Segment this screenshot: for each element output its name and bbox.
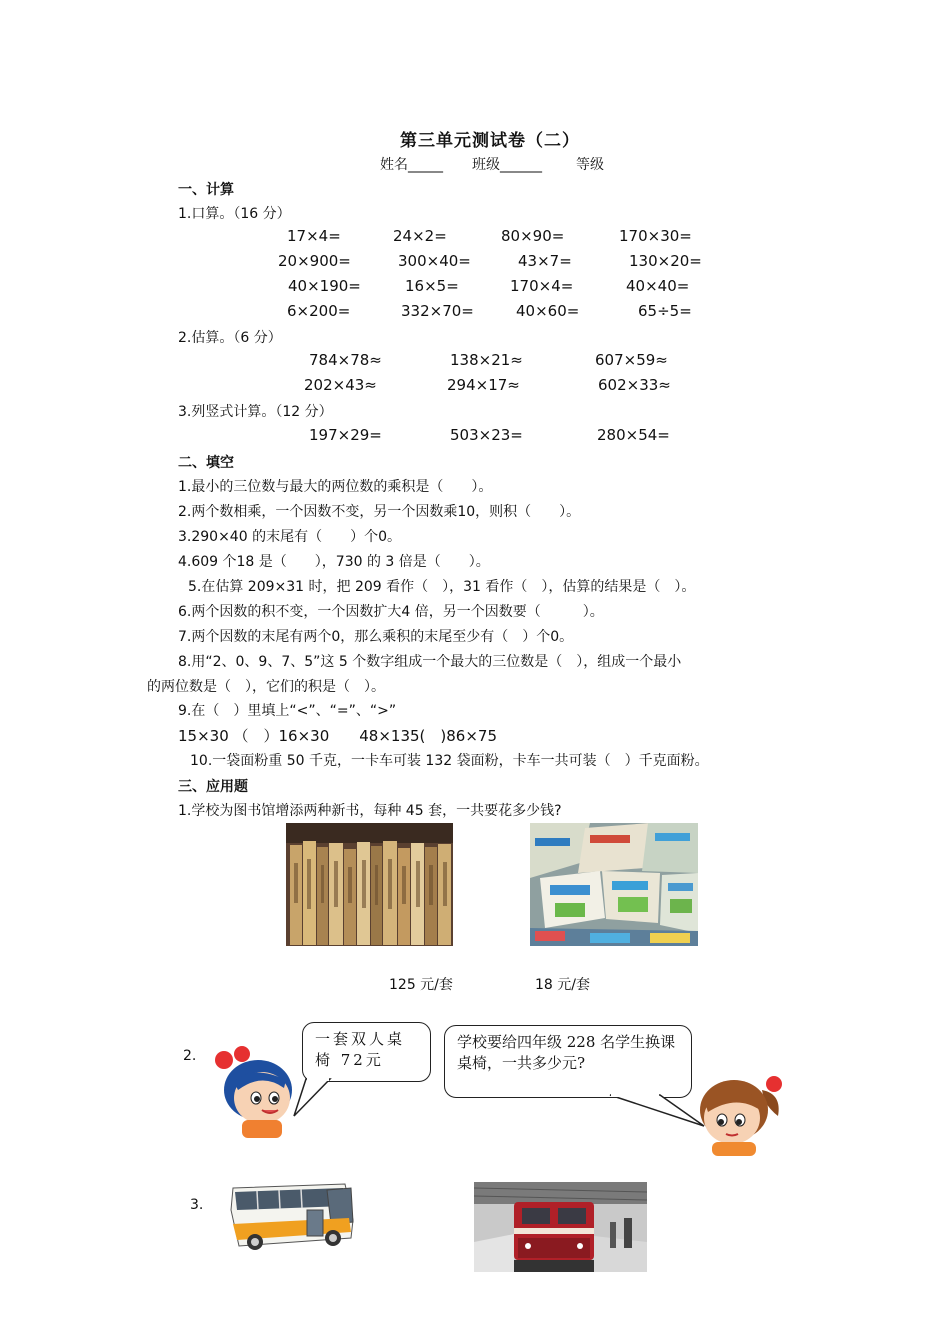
application-question-2-number: 2. <box>183 1048 197 1064</box>
question-1-1: 1.口算。（16 分） <box>178 206 291 222</box>
fill-item: 1.最小的三位数与最大的两位数的乘积是（ ）。 <box>178 479 493 495</box>
speech-bubble-question <box>444 1025 692 1098</box>
old-books-photo <box>286 823 453 946</box>
vertical-calc-item: 197×29= <box>309 426 382 444</box>
section-3-heading: 三、应用题 <box>178 779 248 795</box>
bubble-question-text: 学校要给四年级 228 名学生换课桌椅，一共多少元? <box>457 1033 676 1072</box>
girl-character-right <box>690 1070 786 1156</box>
oral-item: 80×90= <box>501 227 565 245</box>
price-label-2: 18 元/套 <box>535 977 590 993</box>
estimate-item: 294×17≈ <box>447 376 520 394</box>
class-field: 班级______ <box>472 157 542 173</box>
estimate-item: 607×59≈ <box>595 351 668 369</box>
train-photo <box>474 1182 647 1272</box>
oral-item: 16×5= <box>405 277 459 295</box>
oral-item: 43×7= <box>518 252 572 270</box>
oral-item: 332×70= <box>401 302 474 320</box>
vertical-calc-item: 503×23= <box>450 426 523 444</box>
bus-image <box>227 1180 357 1258</box>
fill-item: 4.609 个18 是（ ），730 的 3 倍是（ ）。 <box>178 554 490 570</box>
section-2-heading: 二、填空 <box>178 455 234 471</box>
application-question-1: 1.学校为图书馆增添两种新书，每种 45 套，一共要花多少钱? <box>178 803 562 819</box>
fill-item-continued: 的两位数是（ ），它们的积是（ ）。 <box>147 679 385 695</box>
oral-item: 130×20= <box>629 252 702 270</box>
estimate-item: 202×43≈ <box>304 376 377 394</box>
oral-item: 40×40= <box>626 277 690 295</box>
oral-item: 20×900= <box>278 252 351 270</box>
speech-bubble-tail <box>292 1078 342 1118</box>
fill-item: 2.两个数相乘，一个因数不变，另一个因数乘10，则积（ ）。 <box>178 504 581 520</box>
bubble-price-text: 一套双人桌椅 72元 <box>315 1030 406 1069</box>
oral-item: 65÷5= <box>638 302 692 320</box>
oral-item: 24×2= <box>393 227 447 245</box>
fill-item: 7.两个因数的末尾有两个0，那么乘积的末尾至少有（ ）个0。 <box>178 629 574 645</box>
fill-item: 10.一袋面粉重 50 千克，一卡车可装 132 袋面粉，卡车一共可装（ ）千克面粉。 <box>190 753 709 769</box>
girl-character-left <box>212 1046 296 1138</box>
fill-item: 9.在（ ）里填上“<”、“=”、“>” <box>178 703 397 719</box>
compare-item: 15×30 （ ）16×30 48×135( )86×75 <box>178 727 497 745</box>
oral-item: 40×190= <box>288 277 361 295</box>
oral-item: 6×200= <box>287 302 351 320</box>
vertical-calc-item: 280×54= <box>597 426 670 444</box>
page-title: 第三单元测试卷（二） <box>400 131 580 151</box>
oral-item: 170×30= <box>619 227 692 245</box>
fill-item: 6.两个因数的积不变，一个因数扩大4 倍，另一个因数要（ ）。 <box>178 604 604 620</box>
speech-bubble-price <box>302 1022 431 1082</box>
estimate-item: 138×21≈ <box>450 351 523 369</box>
name-field: 姓名_____ <box>380 157 443 173</box>
question-1-3: 3.列竖式计算。（12 分） <box>178 404 333 420</box>
oral-item: 40×60= <box>516 302 580 320</box>
fill-item: 3.290×40 的末尾有（ ）个0。 <box>178 529 401 545</box>
application-question-3-number: 3. <box>190 1197 204 1213</box>
oral-item: 300×40= <box>398 252 471 270</box>
grade-field: 等级 <box>576 157 604 173</box>
oral-item: 17×4= <box>287 227 341 245</box>
question-1-2: 2.估算。（6 分） <box>178 330 282 346</box>
fill-item: 5.在估算 209×31 时，把 209 看作（ ），31 看作（ ），估算的结果是（ ）。 <box>188 579 696 595</box>
estimate-item: 784×78≈ <box>309 351 382 369</box>
oral-item: 170×4= <box>510 277 574 295</box>
new-books-photo <box>530 823 698 946</box>
section-1-heading: 一、计算 <box>178 182 234 198</box>
price-label-1: 125 元/套 <box>389 977 453 993</box>
estimate-item: 602×33≈ <box>598 376 671 394</box>
fill-item: 8.用“2、0、9、7、5”这 5 个数字组成一个最大的三位数是（ ），组成一个最小 <box>178 654 682 670</box>
